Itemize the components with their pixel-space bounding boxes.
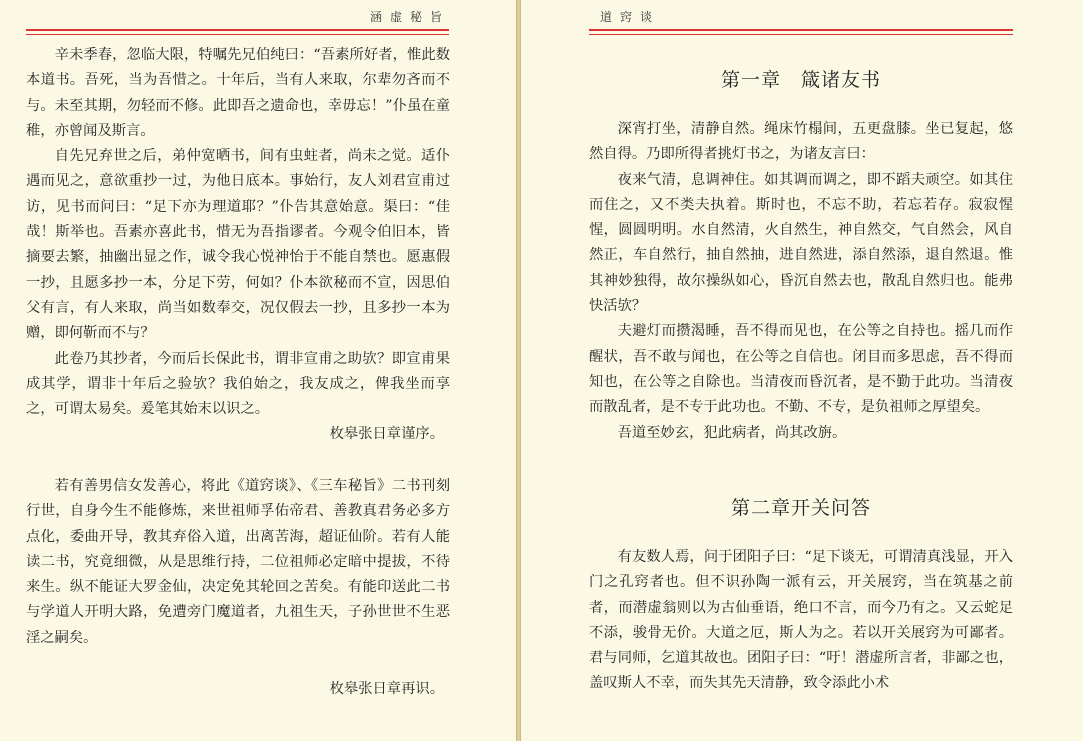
paragraph: 辛未季春，忽临大限，特嘱先兄伯纯曰：“吾素所好者，惟此数本道书。吾死，当为吾惜之。十年后，当有人来取，尔辈勿吝而不与。未至其期，勿轻而不修。此即吾之遗命也，幸毋忘！”仆虽在童稚，亦曾闻及斯言。 (26, 47, 450, 139)
chapter-2-title: 第二章开关问答 (730, 497, 871, 519)
preface-1-signature: 枚皋张日章谨序。 (329, 426, 444, 443)
left-running-header: 涵虚秘旨 (369, 10, 450, 24)
chapter-1-body (589, 117, 1013, 446)
paragraph: 深宵打坐，清静自然。绳床竹榻间，五更盘膝。坐已复起，悠然自得。乃即所得者挑灯书之，为诸友言曰： (589, 121, 1013, 163)
paragraph: 有友数人焉，问于团阳子曰：“足下谈无，可谓清真浅显，开入门之孔窍者也。但不识孙陶一派有云，开关展窍，当在筑基之前者，而潜虚翁则以为古仙垂语，绝口不言，而今乃有之。又云蛇足不添，骏骨无价。大道之厄，斯人为之。若以开关展窍为可鄙者。君与同师，乞道其故也。团阳子曰：“吁！潜虚所言者，非鄙之也，盖叹斯人不幸，而失其先天清静，致令添此小术 (589, 549, 1013, 692)
chapter-2-body (589, 545, 1013, 697)
paragraph: 吾道至妙玄，犯此病者，尚其改旃。 (617, 424, 847, 441)
right-page (521, 0, 1083, 741)
left-header-rule (26, 29, 449, 35)
paragraph: 夜来气清，息调神住。如其调而调之，即不蹈夫顽空。如其住而住之，又不类夫执着。斯时也，不忘不助，若忘若存。寂寂惺惺，圆圆明明。水自然清，火自然生，神自然交，气自然会，风自然正，车自然行，抽自然抽，进自然进，添自然添，退自然退。惟其神妙独得，故尔操纵如心，昏沉自然去也，散乱自然归也。能弗快活欤？ (589, 171, 1013, 315)
paragraph: 夫避灯而攒渴睡，吾不得而见也，在公等之自持也。摇几而作醒状，吾不敢与闻也，在公等之自信也。闭目而多思虑，吾不得而知也，在公等之自除也。当清夜而昏沉者，是不勤于此功。当清夜而散乱者，是不专于此功也。不勤、不专，是负祖师之厚望矣。 (589, 323, 1013, 416)
preface-2-signature-wrap (26, 677, 450, 702)
left-page (0, 0, 516, 741)
paragraph: 自先兄弃世之后，弟仲宽晒书，间有虫蛀者，尚未之觉。适仆遇而见之，意欲重抄一过，为他日底本。事始行，友人刘君宣甫过访，见书而问曰：“足下亦为理道耶？”仆告其意始意。渠曰：“佳哉！斯举也。吾素亦喜此书，惜无为吾指谬者。今观令伯旧本，皆摘要去繁，抽幽出显之作，诚令我心悦神怡于不能自禁也。愿惠假一抄，且愿多抄一本，分足下劳，何如？仆本欲秘而不宣，因思伯父有言，有人来取，尚当如数奉交，况仅假去一抄，且多抄一本为赠，即何靳而不与？ (26, 148, 450, 342)
paragraph: 若有善男信女发善心，将此《道窍谈》、《三车秘旨》二书刊刻行世，自身今生不能修炼，来世祖师孚佑帝君、善教真君务必多方点化，委曲开导，教其弃俗入道，出离苦海，超证仙阶。若有人能读二书，究竟细微，从是思维行持，二位祖师必定暗中提拔，不待来生。纵不能证大罗金仙，决定免其轮回之苦矣。有能印送此二书与学道人开明大路，免遭旁门魔道者，九祖生天，子孙世世不生恶淫之嗣矣。 (26, 478, 450, 646)
chapter-1-title: 第一章 箴诸友书 (720, 69, 881, 91)
paragraph: 此卷乃其抄者，今而后长保此书，谓非宣甫之助欤？即宣甫果成其学，谓非十年后之验欤？我伯始之，我友成之，俾我坐而享之，可谓太易矣。爰笔其始末以识之。 (26, 350, 450, 418)
preface-2-signature: 枚皋张日章再识。 (329, 681, 444, 697)
preface-1 (26, 43, 450, 448)
right-header-rule (589, 29, 1013, 35)
right-running-header: 道窍谈 (600, 10, 661, 24)
preface-2 (26, 474, 450, 651)
